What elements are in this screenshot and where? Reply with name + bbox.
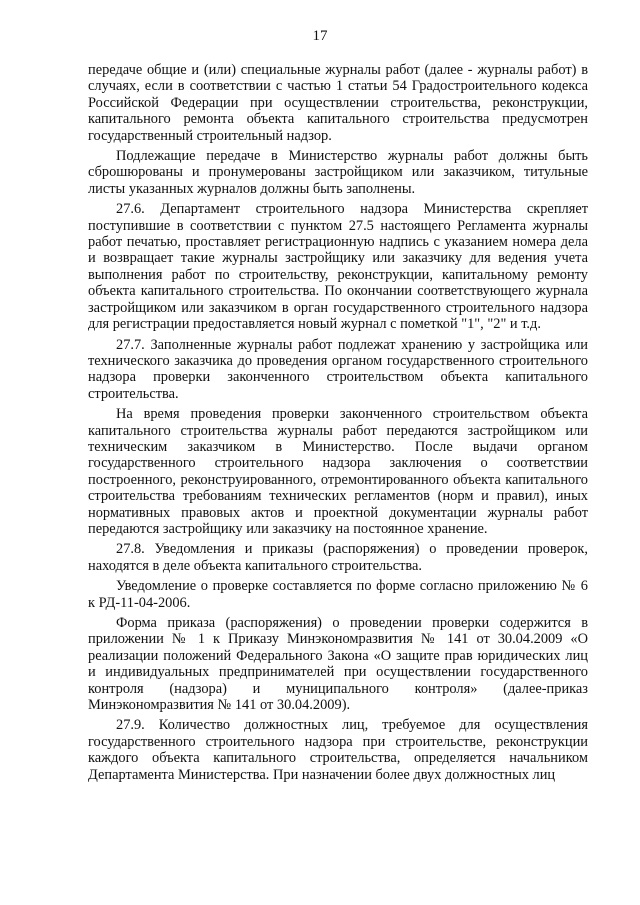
document-body	[88, 62, 588, 783]
paragraph-inspection-period: На время проведения проверки законченного строительством объекта капитального строительства журналы работ передаются застройщиком или техническим заказчиком в Министерство. После выдачи органом государственного строительного надзора заключения о соответствии построенного, реконструированного, отремонтированного объекта капитального строительства требованиям технических регламентов (норм и правил), иных нормативных правовых актов и проектной документации журналы работ передаются застройщику или заказчику на постоянное хранение.	[88, 406, 588, 537]
paragraph-27-9: 27.9. Количество должностных лиц, требуемое для осуществления государственного строительного надзора при строительстве, реконструкции каждого объекта капитального строительства, определяется начальником Департамента Министерства. При назначении более двух должностных лиц	[88, 717, 588, 783]
paragraph-order-form: Форма приказа (распоряжения) о проведении проверки содержится в приложении № 1 к Приказу Минэкономразвития № 141 от 30.04.2009 «О реализации положений Федерального Закона «О защите прав юридических лиц и индивидуальных предпринимателей при осуществлении государственного контроля (надзора) и муниципального контроля» (далее-приказ Минэкономразвития № 141 от 30.04.2009).	[88, 615, 588, 714]
paragraph-journals-binding: Подлежащие передаче в Министерство журналы работ должны быть сброшюрованы и пронумерованы застройщиком или заказчиком, титульные листы указанных журналов должны быть заполнены.	[88, 148, 588, 197]
paragraph-27-8: 27.8. Уведомления и приказы (распоряжения) о проведении проверок, находятся в деле объекта капитального строительства.	[88, 541, 588, 574]
paragraph-27-6: 27.6. Департамент строительного надзора Министерства скрепляет поступившие в соответствии с пунктом 27.5 настоящего Регламента журналы работ печатью, проставляет регистрационную надпись с указанием номера дела и возвращает такие журналы застройщику или заказчику для ведения учета выполнения работ по строительству, реконструкции, капитальному ремонту объекта капитального строительства. По окончании соответствующего журнала застройщиком или заказчиком в орган государственного строительного надзора для регистрации предоставляется новый журнал с пометкой "1", "2" и т.д.	[88, 201, 588, 333]
paragraph-27-7: 27.7. Заполненные журналы работ подлежат хранению у застройщика или технического заказчика до проведения органом государственного строительного надзора проверки законченного строительством объекта капитального строительства.	[88, 336, 588, 402]
paragraph-journals-transfer-continuation: передаче общие и (или) специальные журналы работ (далее - журналы работ) в случаях, если в соответствии с частью 1 статьи 54 Градостроительного кодекса Российской Федерации при осуществлении строительства, реконструкции, капитального ремонта объекта капитального строительства предусмотрен государственный строительный надзор.	[88, 62, 588, 144]
page-number: 17	[312, 28, 328, 44]
paragraph-notification-form: Уведомление о проверке составляется по форме согласно приложению № 6 к РД-11-04-2006.	[88, 578, 588, 611]
